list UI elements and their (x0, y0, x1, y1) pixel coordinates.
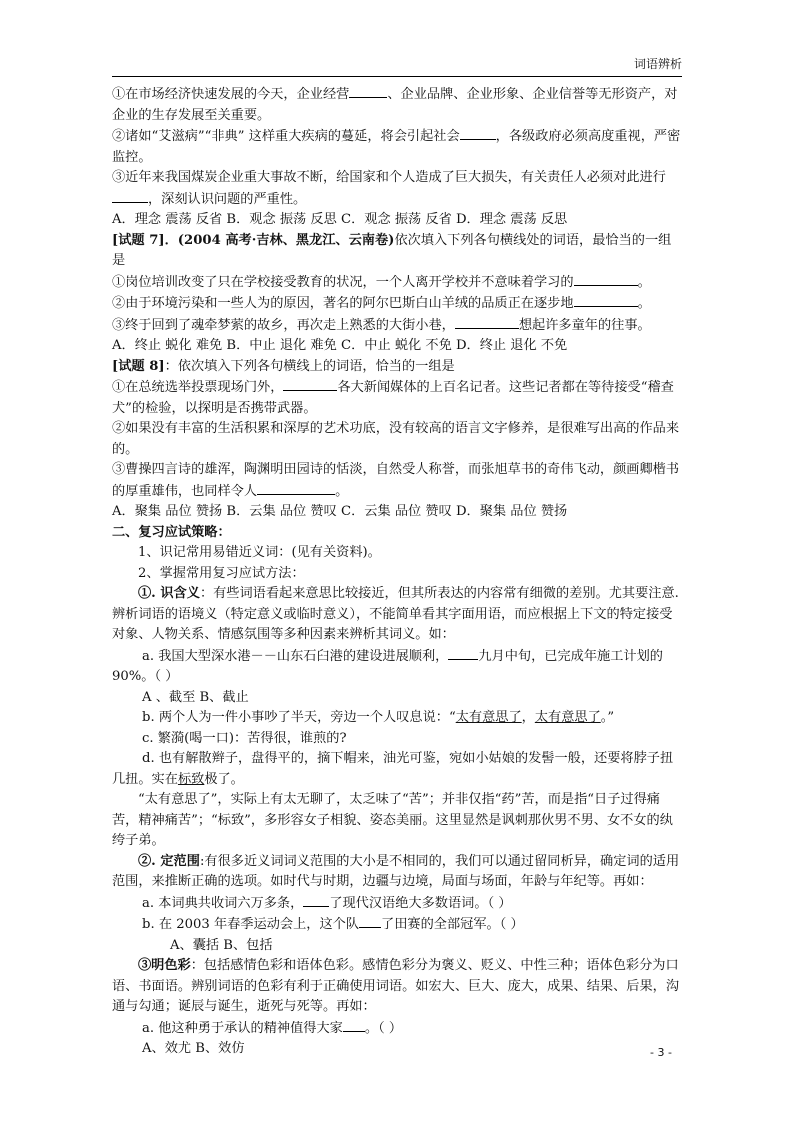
q7-heading: [试题 7]．(2004 高考·吉林、黑龙江、云南卷)依次填入下列各句横线处的词语，最恰当的一组是 (112, 232, 672, 268)
strategy-item-1: 1、识记常用易错近义词：(见有关资料)。 (138, 545, 381, 560)
section2-title: 二、复习应试策略： (112, 524, 231, 540)
example2-b: b. 在 2003 年春季运动会上，这个队 了田赛的全部冠军。（ ） (112, 914, 684, 936)
q7-sentence-2: ②由于环境污染和一些人为的原因，著名的阿尔巴斯白山羊绒的品质正在逐步地 。 (112, 293, 684, 315)
q6-options: A．理念 震荡 反省 B．观念 振荡 反思 C．观念 振荡 反省 D．理念 震荡 反思 (112, 212, 568, 227)
method-2-paragraph: ②. 定范围:有很多近义词词义范围的大小是不相同的，我们可以通过留同析异，确定词的适用范围，来推断正确的选项。如时代与时期，边疆与边境，局面与场面，年龄与年纪等。再如： (112, 853, 680, 889)
q6-sentence-3: ③近年来我国煤炭企业重大事故不断，给国家和个人造成了巨大损失，有关责任人必须对此进行，深刻认识问题的严重性。 (112, 170, 666, 207)
q8-sentence-1: ①在总统选举投票现场门外， 各大新闻媒体的上百名记者。这些记者都在等待接受“稽查犬”的检验，以探明是否携带武器。 (112, 377, 684, 419)
q7-options: A．终止 蜕化 难免 B．中止 退化 难免 C．中止 蜕化 不免 D．终止 退化 不免 (112, 338, 568, 353)
q8-options: A．聚集 品位 赞扬 B．云集 品位 赞叹 C．云集 品位 赞叹 D．聚集 品位 赞扬 (112, 504, 568, 519)
q7-sentence-1: ①岗位培训改变了只在学校接受教育的状况，一个人离开学校并不意味着学习的 。 (112, 272, 684, 294)
example3-options: A、效尤 B、效仿 (142, 1041, 245, 1056)
method-1-explanation: “太有意思了”，实际上有太无聊了，太乏味了“苦”；并非仅指“药”苦，而是指“日子过得痛苦，精神痛苦”；“标致”，多形容女子相貌、姿态美丽。这里显然是讽刺那伙男不男、女不女的纨绔子弟。 (112, 792, 673, 848)
method-3-paragraph: ③明色彩：包括感情色彩和语体色彩。感情色彩分为褒义、贬义、中性三种；语体色彩分为口语、书面语。辨别词语的色彩有利于正确使用词语。如宏大、巨大、庞大，成果、结果、后果，沟通与勾通；诞辰与诞生，逝死与死等。再如： (112, 958, 680, 1014)
page-header (112, 56, 682, 77)
example-a-options: A 、截至 B、截止 (142, 689, 249, 705)
q8-heading: [试题 8]：依次填入下列各句横线上的词语，恰当的一组是 (112, 358, 455, 374)
q6-sentence-2: ②诸如“艾滋病”“非典” 这样重大疾病的蔓延，将会引起社会 ，各级政府必须高度重视，严密监控。 (112, 126, 684, 168)
example-a: a. 我国大型深水港－－山东石臼港的建设进展顺利， 九月中旬，已完成年施工计划的90%。（ ） (112, 646, 684, 688)
example-b: b. 两个人为一件小事吵了半天，旁边一个人叹息说：“太有意思了，太有意思了。” (142, 710, 615, 725)
example3-a: a. 他这种勇于承认的精神值得大家 。（ ） (112, 1018, 684, 1040)
method-1-paragraph: ①. 识含义：有些词语看起来意思比较接近，但其所表达的内容常有细微的差别。尤其要注意. 辨析词语的语境义（特定意义或临时意义），不能简单看其字面用语，而应根据上下文的特定接受对象、人物关系、情感氛围等多种因素来辨析其词义。如： (112, 586, 679, 642)
strategy-item-2: 2、掌握常用复习应试方法： (138, 565, 305, 581)
q8-sentence-3: ③曹操四言诗的雄浑，陶渊明田园诗的恬淡，自然受人称誉，而张旭草书的奇伟飞动，颜画卿楷书的厚重雄伟，也同样令人 。 (112, 462, 680, 499)
q8-sentence-2: ②如果没有丰富的生活积累和深厚的艺术功底，没有较高的语言文字修养，是很难写出高的作品来的。 (112, 421, 680, 457)
q6-sentence-1: ①在市场经济快速发展的今天，企业经营 、企业品牌、企业形象、企业信誉等无形资产，对企业的生存发展至关重要。 (112, 84, 684, 126)
document-body (112, 84, 684, 1060)
example2-options: A、囊括 B、包括 (170, 937, 273, 953)
header-title: 词语辨析 (633, 57, 682, 71)
example-d: d. 也有解散辫子，盘得平的，摘下帽来，油光可鉴，宛如小姑娘的发髻一般，还要将脖子扭几扭。实在标致极了。 (112, 751, 674, 787)
page-number: - 3 - (650, 1046, 672, 1059)
q7-sentence-3: ③终于回到了魂牵梦萦的故乡，再次走上熟悉的大街小巷， 想起许多童年的往事。 (112, 315, 684, 337)
example2-a: a. 本词典共收词六万多条， 了现代汉语绝大多数语词。（ ） (112, 893, 684, 915)
example-c: c. 繁漪(喝一口)：苦得很，谁煎的? (142, 730, 347, 746)
